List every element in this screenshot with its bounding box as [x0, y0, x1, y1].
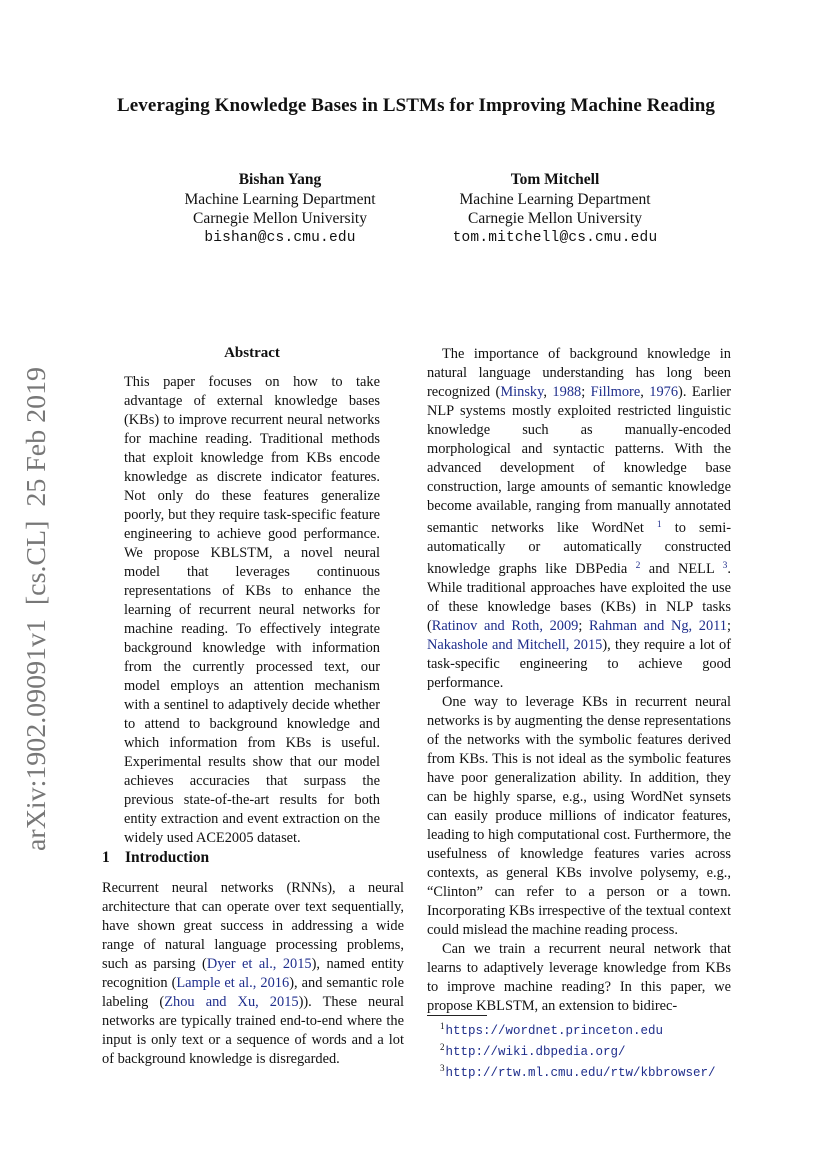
- author-block-2: [425, 170, 685, 248]
- right-paragraph-3: Can we train a recurrent neural network that learns to adaptively leverage knowledge from KBs to improve machine reading? In this paper, we propose KBLSTM, an extension to bidirec-: [427, 941, 731, 1014]
- footnote-url[interactable]: http://rtw.ml.cmu.edu/rtw/kbbrowser/: [445, 1066, 716, 1080]
- text-run: ), named entity recognition (: [102, 956, 405, 991]
- footnote-divider: [427, 1015, 487, 1016]
- text-run: ,: [640, 384, 650, 400]
- author-block-1: [150, 170, 410, 248]
- text-run: Recurrent neural networks (RNNs), a neural architecture that can operate over text sequentially, have shown great success in addressing a wide range of natural language processing problems, such as parsing (: [102, 880, 404, 972]
- paper-title: Leveraging Knowledge Bases in LSTMs for Improving Machine Reading: [117, 95, 715, 116]
- section-number: 1: [102, 849, 110, 866]
- arxiv-identifier-svg: [18, 366, 52, 852]
- abstract-heading: Abstract: [224, 345, 280, 361]
- text-run: to semi-automatically or automatically constructed knowledge graphs like DBPedia: [427, 520, 731, 577]
- text-run: ), they require a lot of task-specific engineering to achieve good performance.: [427, 637, 732, 691]
- introduction-text: [102, 879, 404, 1069]
- author-email[interactable]: bishan@cs.cmu.edu: [204, 229, 356, 246]
- text-run: The importance of background knowledge in natural language understanding has long been recognized (: [427, 346, 731, 400]
- citation-link[interactable]: Minsky: [500, 384, 544, 400]
- footnote-mark: 3: [440, 1063, 445, 1073]
- footnote-url[interactable]: https://wordnet.princeton.edu: [445, 1024, 664, 1038]
- text-run: ;: [727, 618, 731, 634]
- text-run: . While traditional approaches have exploited the use of these knowledge bases (KBs) in NLP tasks (: [427, 561, 731, 634]
- author-department: Machine Learning Department: [184, 190, 376, 208]
- text-run: and NELL: [640, 561, 723, 577]
- citation-link[interactable]: Zhou and Xu, 2015: [164, 994, 299, 1010]
- footnote-2: [440, 1039, 716, 1060]
- footnotes: [440, 1018, 716, 1081]
- section-heading-introduction: [102, 849, 209, 867]
- citation-link[interactable]: 1988: [552, 384, 582, 400]
- author-name: Tom Mitchell: [510, 171, 600, 188]
- text-run: ;: [581, 384, 591, 400]
- citation-link[interactable]: Fillmore: [590, 384, 641, 400]
- footnote-marker[interactable]: 3: [722, 561, 728, 571]
- footnote-url[interactable]: http://wiki.dbpedia.org/: [445, 1045, 626, 1059]
- right-paragraph-2: One way to leverage KBs in recurrent neural networks is by augmenting the dense representations of the networks with the symbolic features derived from KBs. This is not ideal as the symbolic features have poor generalization ability. In addition, they can be highly sparse, e.g., using WordNet synsets can easily produce millions of indicator features, leading to high computational cost. Furthermore, the usefulness of knowledge features varies across contexts, as general KBs involve polysemy, e.g., “Clinton” can refer to a person or a town. Incorporating KBs irrespective of the textual context could mislead the machine reading process.: [427, 694, 731, 938]
- citation-link[interactable]: Dyer et al., 2015: [206, 956, 312, 972]
- citation-link[interactable]: Ratinov and Roth, 2009: [431, 618, 579, 634]
- author-name: Bishan Yang: [238, 171, 322, 188]
- right-column-text: [427, 345, 731, 1016]
- text-run: )). These neural networks are typically trained end-to-end where the input is only text or a sequence of words and a lot of background knowledge is disregarded.: [102, 994, 404, 1067]
- text-run: ,: [543, 384, 553, 400]
- footnote-mark: 1: [440, 1021, 445, 1031]
- intro-paragraph-1: [102, 879, 404, 1069]
- right-paragraph-1: [427, 345, 731, 693]
- abstract-text: [124, 373, 380, 848]
- citation-link[interactable]: 1976: [649, 384, 679, 400]
- footnote-3: [440, 1060, 716, 1081]
- abstract-paragraph: This paper focuses on how to take advantage of external knowledge bases (KBs) to improve recurrent neural networks for machine reading. Traditional methods that exploit knowledge from KBs encode knowledge as discrete indicator features. Not only do these features generalize poorly, but they require task-specific feature engineering to achieve good performance. We propose KBLSTM, a novel neural model that leverages continuous representations of KBs to enhance the learning of recurrent neural networks for machine reading. To effectively integrate background knowledge with information from the currently processed text, our model employs an attention mechanism with a sentinel to adaptively decide whether to attend to background knowledge and which information from KBs is useful. Experimental results show that our model achieves accuracies that surpass the previous state-of-the-art results for both entity extraction and event extraction on the widely used ACE2005 dataset.: [124, 374, 380, 846]
- text-run: ), and semantic role labeling (: [102, 975, 404, 1010]
- text-run: ;: [578, 618, 589, 634]
- footnote-marker[interactable]: 1: [656, 520, 662, 530]
- arxiv-identifier-text: arXiv:1902.09091v1 [cs.CL] 25 Feb 2019: [21, 383, 51, 851]
- arxiv-identifier: [18, 366, 52, 852]
- citation-link[interactable]: Nakashole and Mitchell, 2015: [427, 637, 603, 653]
- footnote-1: [440, 1018, 716, 1039]
- author-university: Carnegie Mellon University: [468, 210, 642, 227]
- footnote-marker[interactable]: 2: [635, 561, 641, 571]
- author-university: Carnegie Mellon University: [193, 210, 367, 227]
- section-title: Introduction: [125, 849, 210, 866]
- author-email[interactable]: tom.mitchell@cs.cmu.edu: [452, 229, 658, 246]
- footnote-mark: 2: [440, 1042, 445, 1052]
- citation-link[interactable]: Rahman and Ng, 2011: [588, 618, 727, 634]
- author-department: Machine Learning Department: [459, 190, 651, 208]
- text-run: ). Earlier NLP systems mostly exploited restricted linguistic knowledge such as manually-encoded morphological and syntactic patterns. With the advanced development of knowledge base construction, large amounts of semantic knowledge become available, ranging from manually annotated semantic networks like WordNet: [427, 384, 731, 536]
- citation-link[interactable]: Lample et al., 2016: [176, 975, 290, 991]
